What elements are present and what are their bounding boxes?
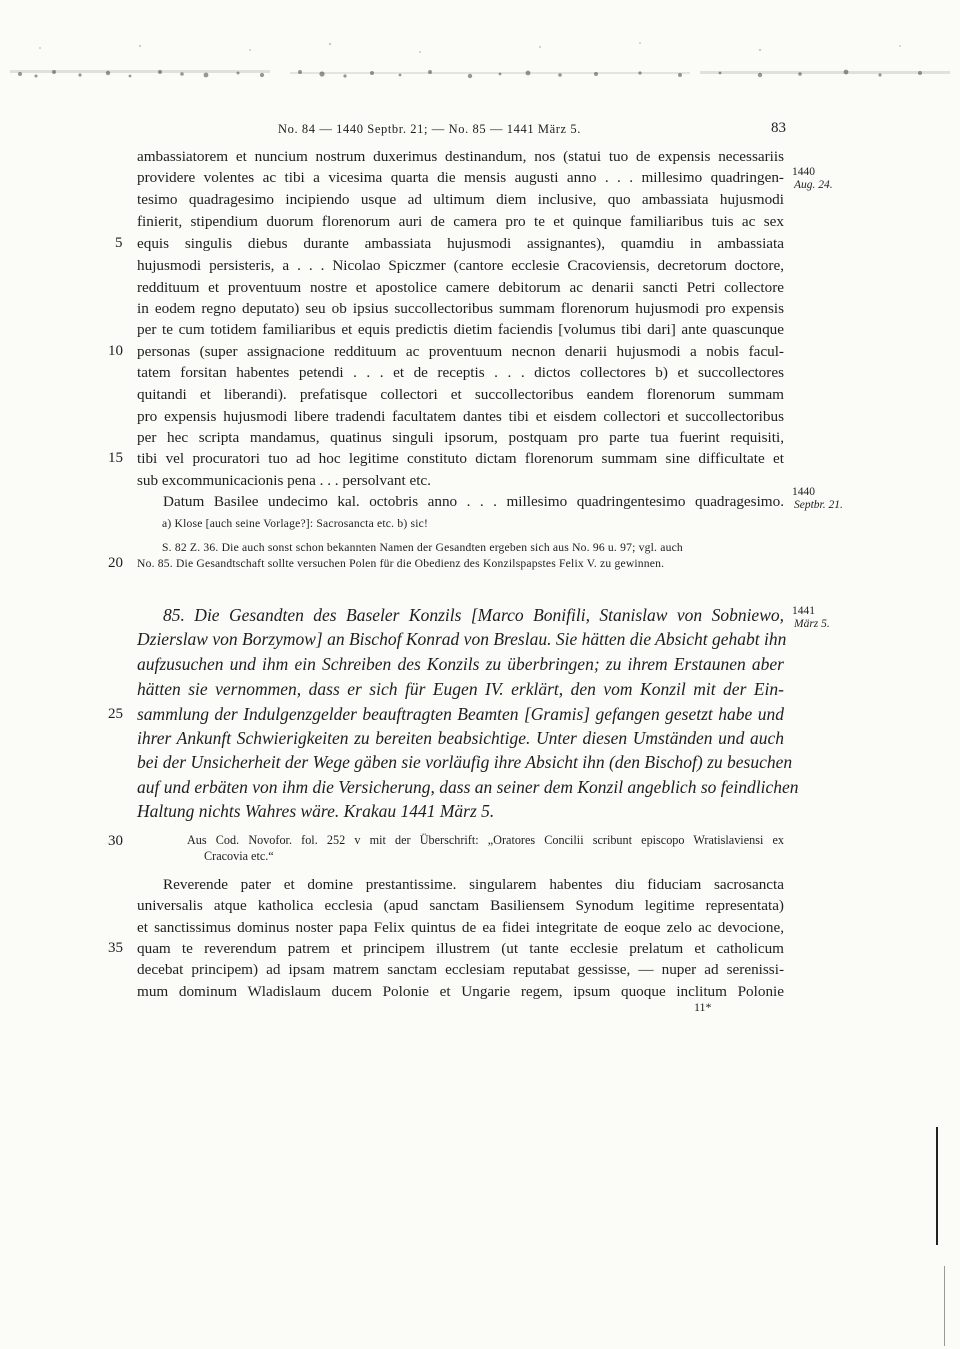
text-line: tesimo quadragesimo incipiendo usque ad ultimum diem inclusive, quo ambassiata hujusmodi [137, 191, 784, 208]
commentary-note: S. 82 Z. 36. Die auch sonst schon bekannten Namen der Gesandten ergeben sich aus No. 96 u. 97; vgl. auch [162, 541, 683, 554]
text-line: per hec scripta mandamus, quatinus singuli ipsorum, postquam pro parte tua fuerint requisiti, [137, 429, 784, 446]
text-line: providere volentes ac tibi a vicesima quarta die mensis augusti anno . . . millesimo quadringen- [137, 169, 784, 186]
regest-line: 85. Die Gesandten des Baseler Konzils [Marco Bonifili, Stanislaw von Sobniewo, [163, 605, 784, 625]
text-line: pro expensis hujusmodi libere tradendi facultatem dantes tibi et eisdem collectori et succollectoribus [137, 408, 784, 425]
text-line: tatem forsitan habentes petendi . . . et de receptis . . . dictos collectores b) et succollectores [137, 364, 784, 381]
page-number: 83 [771, 120, 786, 136]
line-number: 35 [108, 940, 123, 956]
footnote: a) Klose [auch seine Vorlage?]: Sacrosancta etc. b) sic! [162, 517, 429, 530]
text-line: sub excommunicacionis pena . . . persolvant etc. [137, 472, 431, 489]
regest-line: ihrer Ankunft Schwierigkeiten zu bereiten beabsichtige. Unter diesen Umständen und auch [137, 728, 784, 748]
text-line: per te cum totidem familiaribus et equis predictis dietim faciendis [volumus tibi dari] ante quascunque [137, 321, 784, 338]
margin-date: 1440 Aug. 24. [792, 166, 833, 191]
line-number: 20 [108, 555, 123, 571]
text-line: quitandi et liberandi). prefatisque collectori et succollectoribus eandem florenorum summam [137, 386, 784, 403]
line-number: 15 [108, 450, 123, 466]
line-number: 10 [108, 343, 123, 359]
line-number: 5 [115, 235, 123, 251]
regest-line: sammlung der Indulgenzgelder beauftragten Beamten [Gramis] gefangen gesetzt habe und [137, 704, 784, 724]
regest-line: bei der Unsicherheit der Wege gäben sie vorläufig ihre Absicht ihn (den Bischof) zu besuchen [137, 752, 793, 772]
regest-line: Haltung nichts Wahres wäre. Krakau 1441 März 5. [137, 801, 495, 821]
scan-edge-tick [944, 1266, 945, 1346]
text-line: tibi vel procuratori tuo ad hoc legitime constituto dictam florenorum summam sine difficultate et [137, 450, 784, 467]
text-line: quam te reverendum patrem et principem illustrem (ut tante ecclesie prelatum et catholicum [137, 940, 784, 957]
margin-date: 1440 Septbr. 21. [792, 486, 843, 511]
regest-line: auf und erbäten von ihm die Versicherung, dass an seiner dem Konzil angeblich so feindlichen [137, 777, 799, 797]
text-line: reddituum et proventuum nostre et apostolice camere debitorum ac denarii sancti Petri collectore [137, 279, 784, 296]
text-line: ambassiatorem et nuncium nostrum duxerimus destinandum, nos (statui tuo de expensis necessariis [137, 148, 784, 165]
dating-line: Datum Basilee undecimo kal. octobris anno . . . millesimo quadringentesimo quadragesimo. [163, 493, 784, 510]
text-line: universalis atque katholica ecclesia (apud sanctam Basiliensem Synodum legitime representata) [137, 897, 784, 914]
running-head: No. 84 — 1440 Septbr. 21; — No. 85 — 1441 März 5. [278, 122, 581, 136]
running-header [278, 120, 786, 140]
text-line: Reverende pater et domine prestantissime. singularem habentes diu fiduciam sacrosancta [163, 876, 784, 893]
text-line: hujusmodi persisteris, a . . . Nicolao Spiczmer (cantore ecclesie Cracoviensis, decretorum doctore, [137, 257, 784, 274]
text-line: personas (super assignacione reddituum ac proventuum necnon denarii hujusmodi a nobis facul- [137, 343, 784, 360]
source-note: Cracovia etc.“ [204, 849, 274, 863]
line-number: 30 [108, 833, 123, 849]
text-line: finierit, stipendium duorum florenorum auri de camera pro te et quinque familiaribus tuis ac sex [137, 213, 784, 230]
text-line: et sanctissimus dominus noster papa Felix quintus de ea fidei integritate de eoque zelo ac devocione, [137, 919, 784, 936]
signature-mark: 11* [694, 1000, 712, 1014]
text-line: decebat principem) ad ipsam matrem sanctam ecclesiam reputabat gessisse, — nuper ad serenissi- [137, 961, 784, 978]
scan-edge-rule [936, 1127, 938, 1245]
text-line: in eodem regno deputato) seu ob ipsius succollectoribus summam florenorum hujusmodi pro expensis [137, 300, 784, 317]
scan-noise-band [0, 28, 960, 98]
margin-date: 1441 März 5. [792, 605, 830, 630]
regest-line: hätten sie vernommen, dass er sich für Eugen IV. erklärt, den vom Konzil mit der Ein- [137, 679, 784, 699]
source-note: Aus Cod. Novofor. fol. 252 v mit der Überschrift: „Oratores Concilii scribunt episcopo Wratislaviensi ex [187, 833, 784, 847]
regest-line: Dzierslaw von Borzymow] an Bischof Konrad von Breslau. Sie hätten die Absicht gehabt ihn [137, 629, 787, 649]
regest-line: aufzusuchen und ihm ein Schreiben des Konzils zu überbringen; zu ihrem Erstaunen aber [137, 654, 784, 674]
commentary-note: No. 85. Die Gesandtschaft sollte versuchen Polen für die Obedienz des Konzilspapstes Felix V. zu gewinnen. [137, 557, 665, 570]
text-line: mum dominum Wladislaum ducem Polonie et Ungarie regem, ipsum quoque inclitum Polonie [137, 983, 784, 1000]
line-number: 25 [108, 706, 123, 722]
text-line: equis singulis diebus durante ambassiata hujusmodi assignantes), quamdiu in ambassiata [137, 235, 784, 252]
